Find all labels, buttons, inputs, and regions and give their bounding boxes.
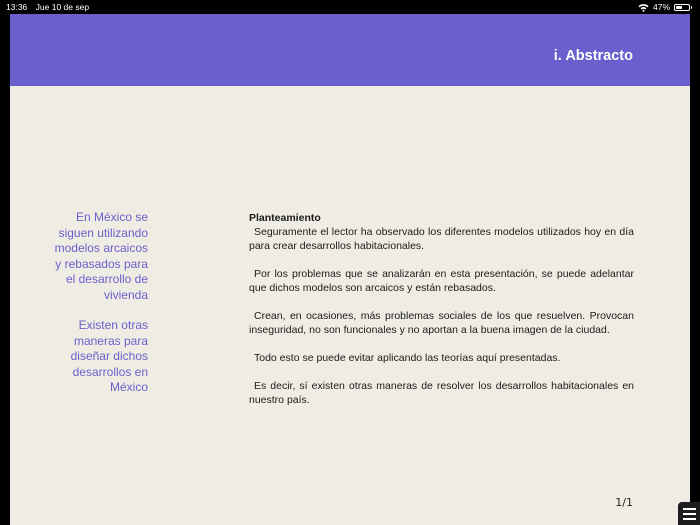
battery-level	[676, 6, 682, 9]
status-date: Jue 10 de sep	[35, 2, 90, 12]
body-paragraph: Seguramente el lector ha observado los diferentes modelos utilizados hoy en día para crear desarrollos habitacionales.	[249, 226, 634, 252]
pull-quote: Existen otras maneras para diseñar dichos desarrollos en México	[70, 318, 148, 394]
body-paragraph: Es decir, sí existen otras maneras de resolver los desarrollos habitacionales en nuestro país.	[249, 380, 634, 406]
hamburger-menu-icon[interactable]	[678, 502, 700, 525]
abstract-body	[249, 211, 634, 421]
wifi-icon	[638, 3, 649, 12]
status-bar	[0, 0, 700, 14]
section-title: i. Abstracto	[553, 48, 633, 64]
document-page	[10, 14, 690, 525]
body-paragraph: Crean, en ocasiones, más problemas sociales de los que resuelven. Provocan inseguridad, no son funcionales y no aportan a la buena imagen de la ciudad.	[249, 310, 634, 336]
body-paragraph: Por los problemas que se analizarán en esta presentación, se puede adelantar que dichos modelos son arcaicos y están rebasados.	[249, 268, 634, 294]
battery-icon	[674, 4, 690, 11]
body-heading: Planteamiento	[249, 212, 321, 224]
battery-percentage: 47%	[652, 2, 670, 12]
body-paragraph: Todo esto se puede evitar aplicando las teorías aquí presentadas.	[254, 352, 561, 364]
status-time: 13:36	[6, 2, 28, 12]
pull-quotes	[50, 210, 148, 411]
page-number: 1/1	[615, 496, 633, 509]
pull-quote: En México se siguen utilizando modelos arcaicos y rebasados para el desarrollo de vivienda	[54, 210, 148, 302]
section-header	[10, 14, 690, 86]
